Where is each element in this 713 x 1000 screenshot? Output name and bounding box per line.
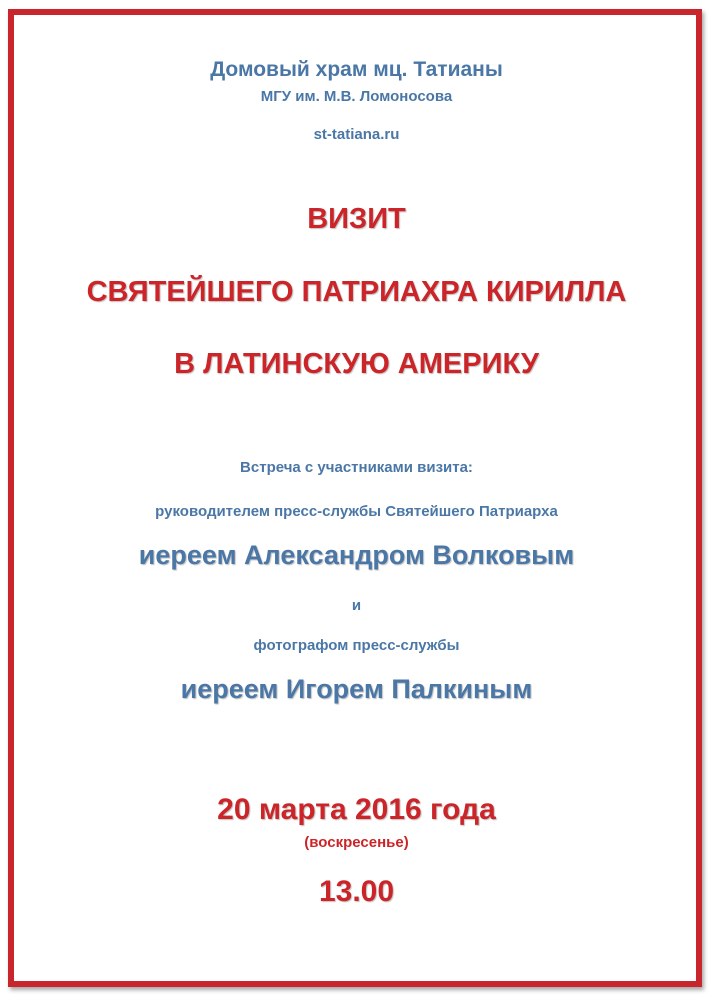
headline-line-1: ВИЗИТ bbox=[307, 203, 406, 235]
event-weekday: (воскресенье) bbox=[304, 834, 409, 851]
speaker-2-role: фотографом пресс-службы bbox=[253, 637, 460, 654]
website-link[interactable]: st-tatiana.ru bbox=[313, 126, 400, 143]
university-name: МГУ им. М.В. Ломоносова bbox=[260, 88, 453, 105]
temple-name: Домовый храм мц. Татианы bbox=[210, 58, 503, 81]
conjunction: и bbox=[351, 597, 362, 614]
speaker-2-name: иереем Игорем Палкиным bbox=[180, 674, 533, 704]
event-time: 13.00 bbox=[318, 875, 395, 908]
speaker-1-name: иереем Александром Волковым bbox=[138, 540, 575, 570]
meeting-intro: Встреча с участниками визита: bbox=[240, 459, 473, 476]
event-date: 20 марта 2016 года bbox=[217, 793, 496, 826]
headline-line-3: В ЛАТИНСКУЮ АМЕРИКУ bbox=[174, 348, 539, 380]
speaker-1-role: руководителем пресс-службы Святейшего Патриарха bbox=[155, 503, 558, 520]
headline-line-2: СВЯТЕЙШЕГО ПАТРИАХРА КИРИЛЛА bbox=[86, 276, 627, 308]
